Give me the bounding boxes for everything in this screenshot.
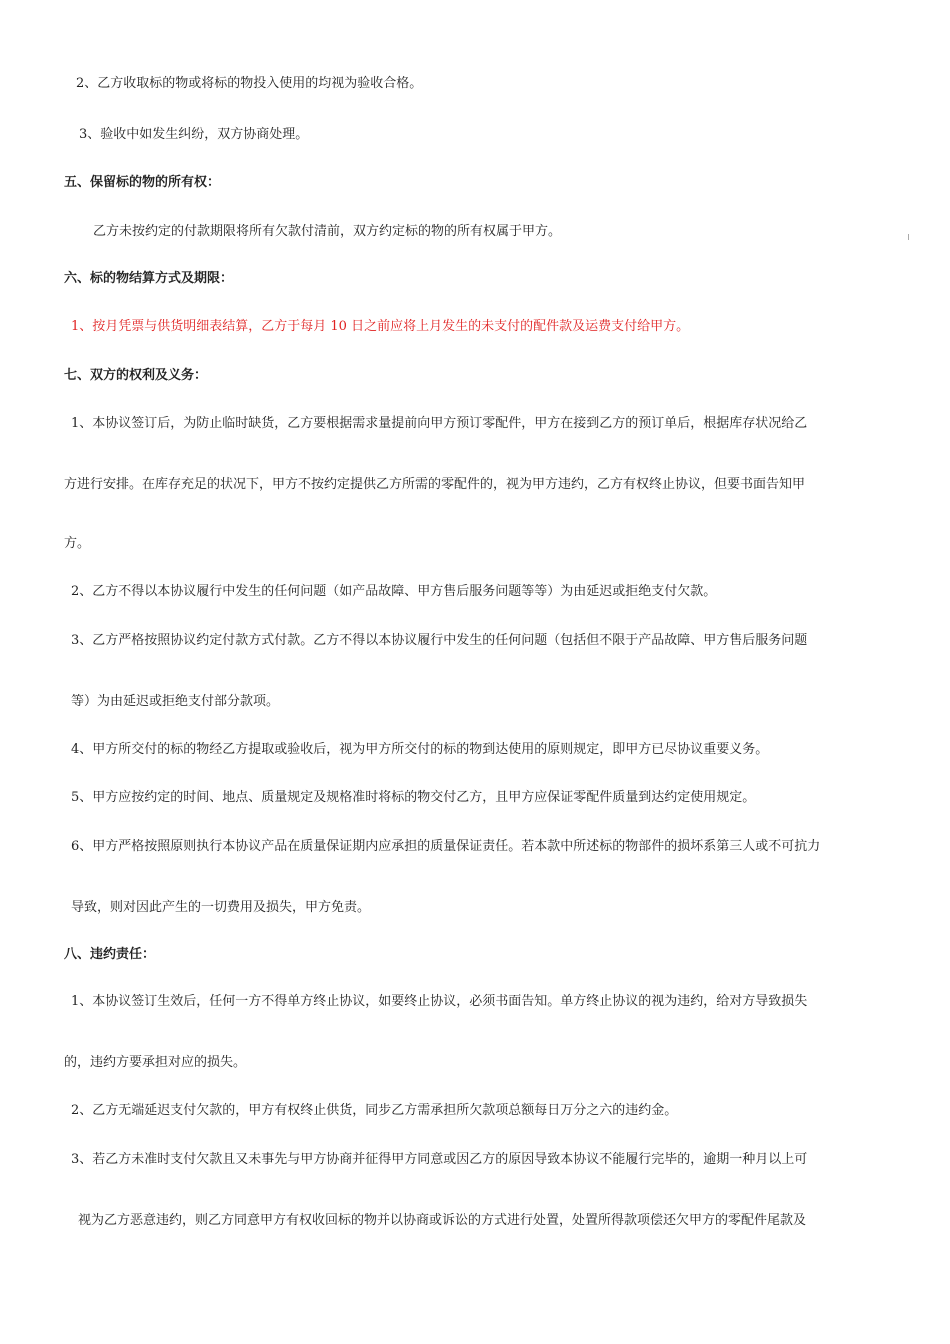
section7-title: 七、双方的权利及义务： [64, 368, 208, 383]
section8-title: 八、违约责任： [64, 947, 156, 962]
section5-title: 五、保留标的物的所有权： [64, 175, 221, 190]
section7-item-3-line-2: 等）为由延迟或拒绝支付部分款项。 [71, 694, 280, 709]
section7-item-6-line-1: 6、甲方严格按照原则执行本协议产品在质量保证期内应承担的质量保证责任。若本款中所述标的物部件的损坏系第三人或不可抗力 [71, 839, 821, 854]
section7-item-1-line-3: 方。 [64, 536, 91, 551]
section8-item-2: 2、乙方无端延迟支付欠款的，甲方有权终止供货，同步乙方需承担所欠款项总额每日万分之六的违约金。 [71, 1103, 678, 1118]
section5-text: 乙方未按约定的付款期限将所有欠款付清前，双方约定标的物的所有权属于甲方。 [93, 224, 562, 239]
section4-item-2: 2、乙方收取标的物或将标的物投入使用的均视为验收合格。 [76, 76, 423, 91]
section7-item-4: 4、甲方所交付的标的物经乙方提取或验收后，视为甲方所交付的标的物到达使用的原则规定，即甲方已尽协议重要义务。 [71, 742, 769, 757]
section6-item-1: 1、按月凭票与供货明细表结算，乙方于每月 10 日之前应将上月发生的未支付的配件款及运费支付给甲方。 [71, 319, 690, 334]
section8-item-3-line-1: 3、若乙方未准时支付欠款且又未事先与甲方协商并征得甲方同意或因乙方的原因导致本协议不能履行完毕的，逾期一种月以上可 [71, 1152, 808, 1167]
section7-item-6-line-2: 导致，则对因此产生的一切费用及损失，甲方免责。 [71, 900, 371, 915]
margin-mark [908, 234, 909, 240]
section6-title: 六、标的物结算方式及期限： [64, 271, 234, 286]
section7-item-1-line-1: 1、本协议签订后，为防止临时缺货，乙方要根据需求量提前向甲方预订零配件，甲方在接到乙方的预订单后，根据库存状况给乙 [71, 416, 808, 431]
section7-item-2: 2、乙方不得以本协议履行中发生的任何问题（如产品故障、甲方售后服务问题等等）为由延迟或拒绝支付欠款。 [71, 584, 717, 599]
section8-item-3-line-2: 视为乙方恶意违约，则乙方同意甲方有权收回标的物并以协商或诉讼的方式进行处置，处置所得款项偿还欠甲方的零配件尾款及 [78, 1213, 807, 1228]
section4-item-3: 3、验收中如发生纠纷，双方协商处理。 [79, 127, 309, 142]
section8-item-1-line-1: 1、本协议签订生效后，任何一方不得单方终止协议，如要终止协议，必须书面告知。单方终止协议的视为违约，给对方导致损失 [71, 994, 808, 1009]
section7-item-1-line-2: 方进行安排。在库存充足的状况下，甲方不按约定提供乙方所需的零配件的，视为甲方违约，乙方有权终止协议，但要书面告知甲 [64, 477, 806, 492]
section7-item-3-line-1: 3、乙方严格按照协议约定付款方式付款。乙方不得以本协议履行中发生的任何问题（包括但不限于产品故障、甲方售后服务问题 [71, 633, 808, 648]
section7-item-5: 5、甲方应按约定的时间、地点、质量规定及规格准时将标的物交付乙方，且甲方应保证零配件质量到达约定使用规定。 [71, 790, 756, 805]
section8-item-1-line-2: 的，违约方要承担对应的损失。 [64, 1055, 247, 1070]
